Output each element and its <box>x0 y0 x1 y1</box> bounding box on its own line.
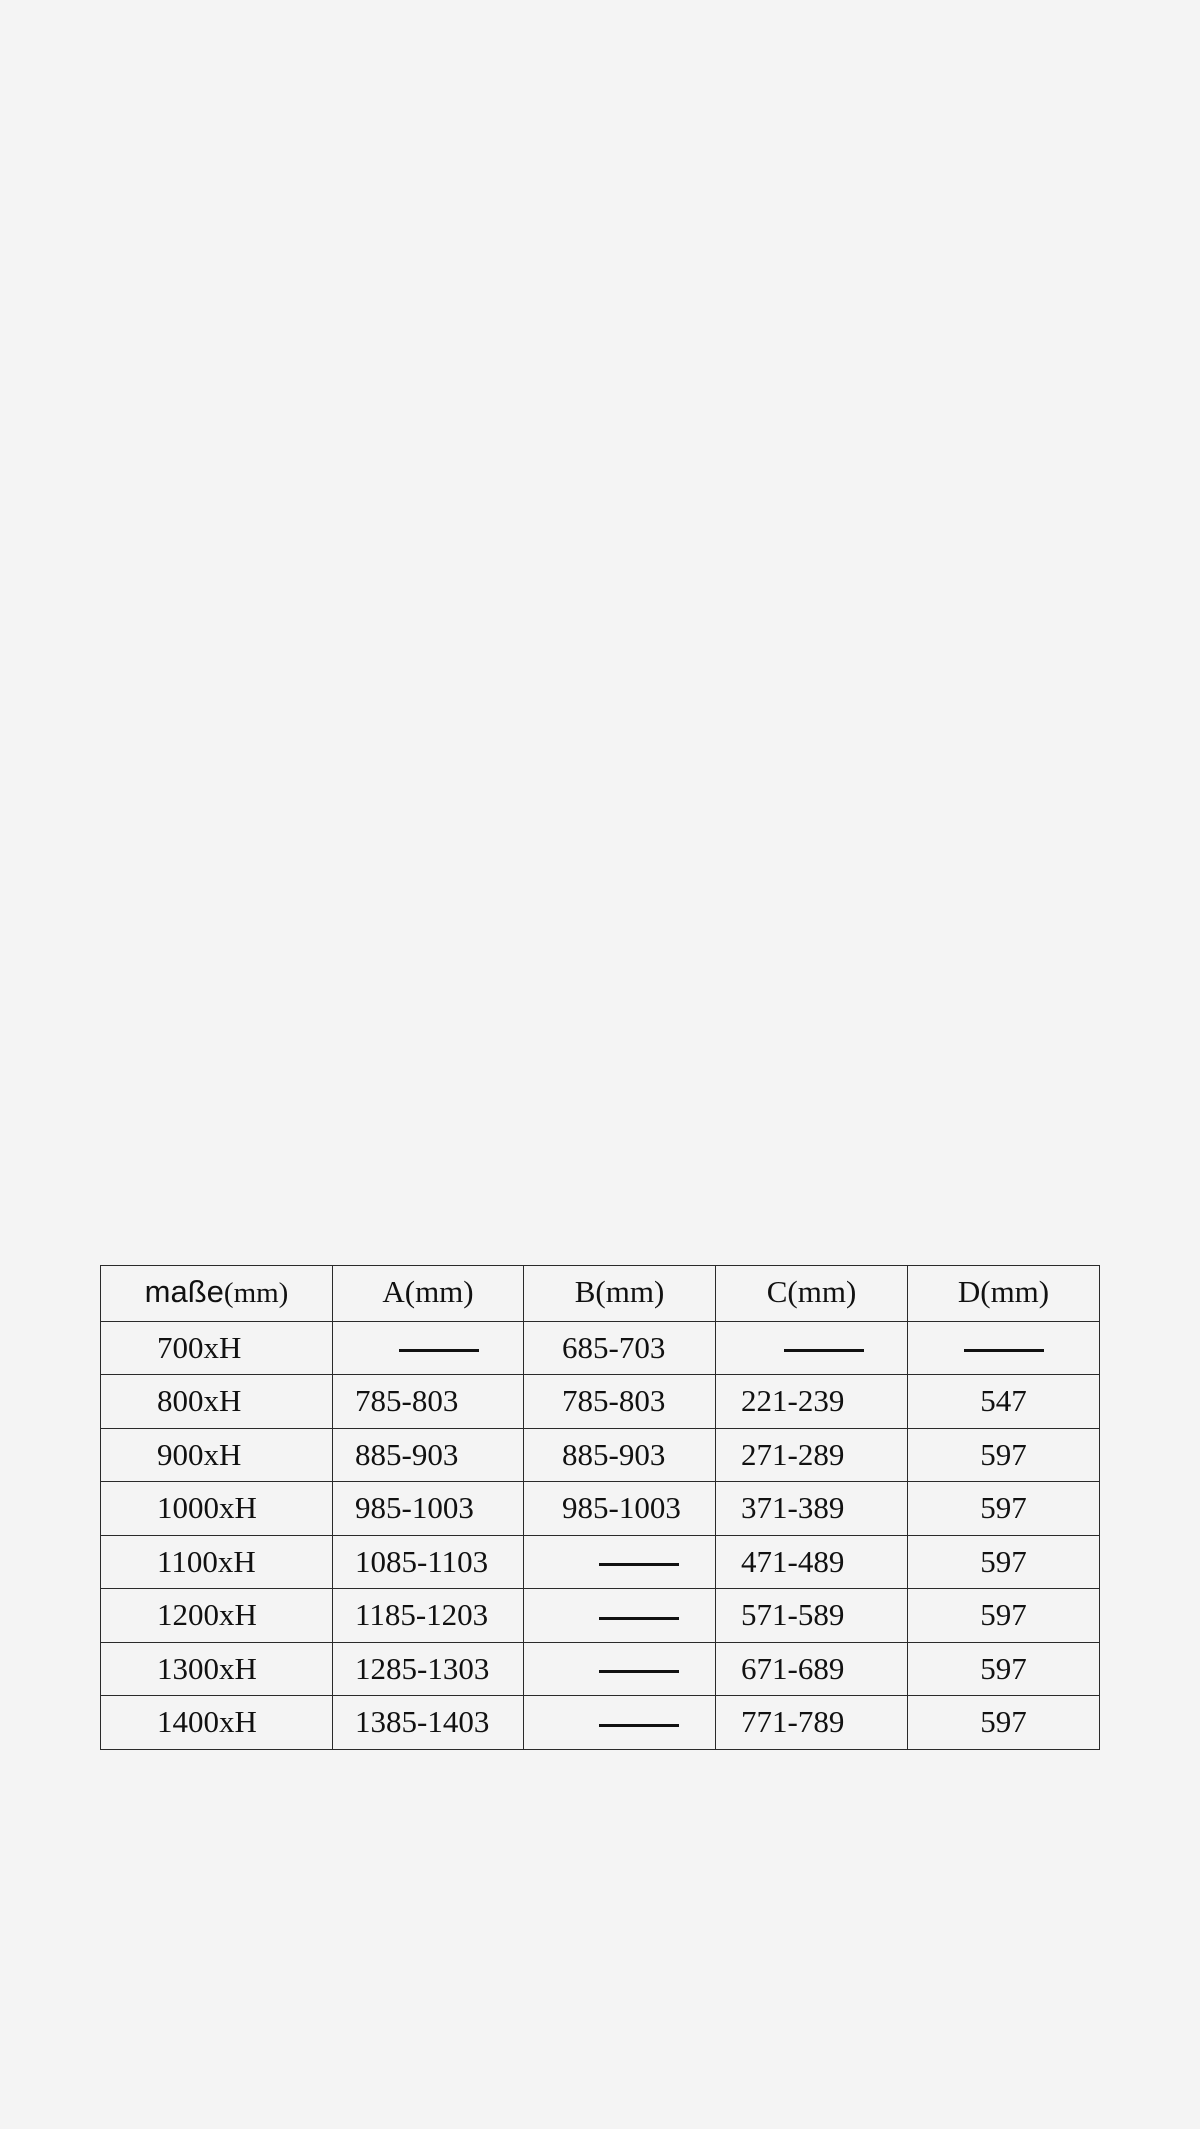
cell-c: 271-289 <box>716 1428 908 1482</box>
table-row <box>101 1321 1100 1375</box>
cell-d: 597 <box>908 1589 1100 1643</box>
cell-a: 885-903 <box>333 1428 524 1482</box>
cell-b <box>524 1696 716 1750</box>
cell-d <box>908 1321 1100 1375</box>
cell-a: 985-1003 <box>333 1482 524 1536</box>
cell-b <box>524 1535 716 1589</box>
cell-a: 1385-1403 <box>333 1696 524 1750</box>
cell-a: 1085-1103 <box>333 1535 524 1589</box>
cell-size: 800xH <box>101 1375 333 1429</box>
table-row <box>101 1482 1100 1536</box>
cell-d: 547 <box>908 1375 1100 1429</box>
cell-c: 221-239 <box>716 1375 908 1429</box>
header-size-unit: (mm) <box>223 1277 289 1310</box>
empty-value-dash <box>784 1349 864 1352</box>
cell-a: 1185-1203 <box>333 1589 524 1643</box>
cell-size: 900xH <box>101 1428 333 1482</box>
cell-b <box>524 1642 716 1696</box>
dimension-table <box>100 1265 1100 1750</box>
cell-b: 685-703 <box>524 1321 716 1375</box>
cell-size: 1300xH <box>101 1642 333 1696</box>
cell-d: 597 <box>908 1696 1100 1750</box>
cell-a: 1285-1303 <box>333 1642 524 1696</box>
table-row <box>101 1642 1100 1696</box>
table-row <box>101 1375 1100 1429</box>
table-row <box>101 1428 1100 1482</box>
cell-a: 785-803 <box>333 1375 524 1429</box>
empty-value-dash <box>599 1563 679 1566</box>
header-size-label: maße <box>144 1274 224 1310</box>
header-b: B(mm) <box>524 1266 716 1322</box>
cell-d: 597 <box>908 1482 1100 1536</box>
cell-size: 1200xH <box>101 1589 333 1643</box>
cell-d: 597 <box>908 1535 1100 1589</box>
header-c: C(mm) <box>716 1266 908 1322</box>
cell-d: 597 <box>908 1642 1100 1696</box>
empty-value-dash <box>964 1349 1044 1352</box>
table-header-row <box>101 1266 1100 1322</box>
cell-c: 571-589 <box>716 1589 908 1643</box>
cell-c: 471-489 <box>716 1535 908 1589</box>
table-row <box>101 1535 1100 1589</box>
cell-size: 1100xH <box>101 1535 333 1589</box>
cell-size: 700xH <box>101 1321 333 1375</box>
header-size <box>101 1266 333 1322</box>
cell-c: 771-789 <box>716 1696 908 1750</box>
cell-b: 985-1003 <box>524 1482 716 1536</box>
cell-b: 785-803 <box>524 1375 716 1429</box>
empty-value-dash <box>599 1724 679 1727</box>
cell-d: 597 <box>908 1428 1100 1482</box>
cell-size: 1400xH <box>101 1696 333 1750</box>
cell-size: 1000xH <box>101 1482 333 1536</box>
cell-b <box>524 1589 716 1643</box>
cell-a <box>333 1321 524 1375</box>
empty-value-dash <box>399 1349 479 1352</box>
table-row <box>101 1696 1100 1750</box>
cell-c: 371-389 <box>716 1482 908 1536</box>
table-row <box>101 1589 1100 1643</box>
cell-b: 885-903 <box>524 1428 716 1482</box>
header-d: D(mm) <box>908 1266 1100 1322</box>
header-a: A(mm) <box>333 1266 524 1322</box>
empty-value-dash <box>599 1617 679 1620</box>
cell-c: 671-689 <box>716 1642 908 1696</box>
empty-value-dash <box>599 1670 679 1673</box>
cell-c <box>716 1321 908 1375</box>
